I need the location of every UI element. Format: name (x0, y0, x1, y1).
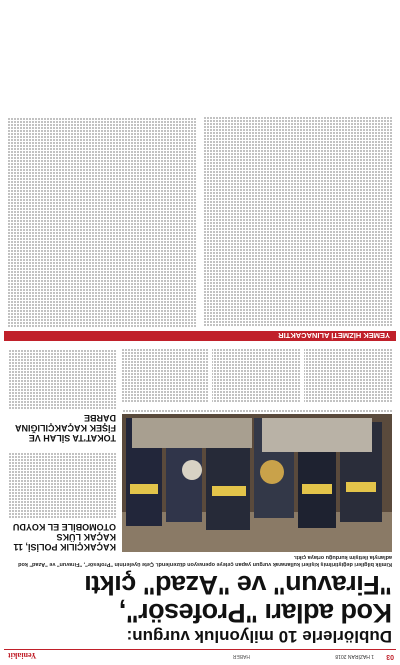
issue-date: 1 HAZİRAN 2018 (335, 653, 374, 659)
notice-title: YEMEK HİZMETİ ALINACAKTIR (278, 331, 390, 340)
lead-body-right (122, 345, 208, 403)
side-article-1-body (8, 447, 116, 519)
police-photo-image (122, 414, 392, 552)
official-notice (8, 7, 392, 327)
side-article-2-body (8, 340, 116, 410)
lead-body-left (304, 345, 392, 403)
section-label: HABER (232, 653, 250, 659)
masthead-logo: Yeniakit (8, 651, 37, 660)
photo-caption (122, 409, 392, 413)
side-column (8, 340, 116, 552)
notice-body (8, 7, 392, 327)
top-rule (4, 649, 396, 650)
lead-body-mid (212, 345, 300, 403)
page-number: 03 (386, 653, 394, 660)
lead-spot: Kimlik bilgileri değiştirilmiş kişileri kullanarak vurgun yapan çeteye operasyon düzenlendi. Çete üyelerinin "Profesör", "Firavun" ve "Azad" kod adlarıyla iletişim kurduğu ortaya çıktı. (18, 554, 392, 567)
side-headline-car-seizure: KAÇAKÇILIK POLİSİ, 11 KAÇAK LÜKS OTOMOBİLE EL KOYDU (12, 522, 116, 552)
side-headline-tokat: TOKAT'TA SİLAH VE FİŞEK KAÇAKÇILIĞINA DARBE (15, 413, 116, 443)
headline-main-second-line: "Firavun" ve "Azad" çıktı (84, 570, 392, 600)
headline-top: Dublörlerle 10 milyonluk vurgun: (126, 627, 392, 646)
headline-main: Kod adları "Profesör", (119, 598, 392, 628)
news-photo (122, 414, 392, 552)
